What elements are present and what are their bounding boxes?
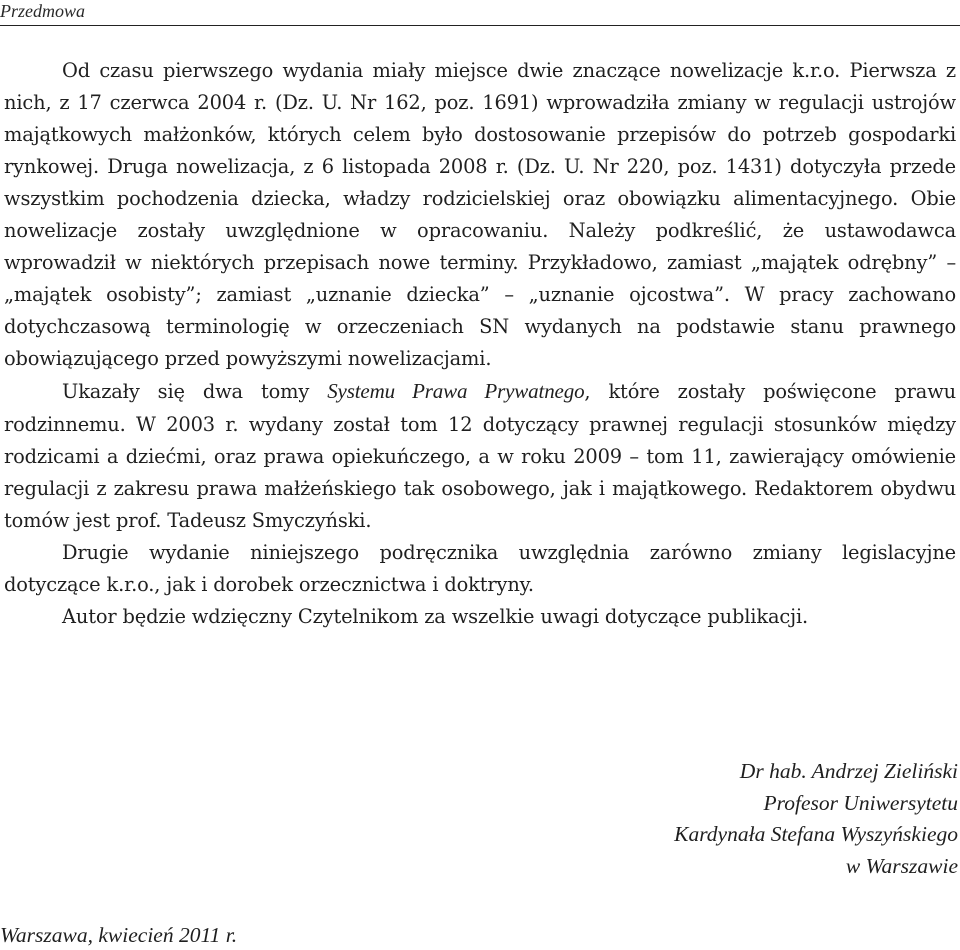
- author-signature: [674, 756, 958, 882]
- paragraph-system-prawa-after: , które zostały poświęcone prawu rodzinnemu. W 2003 r. wydany został tom 12 dotyczący prawnej regulacji stosunków między rodzicami a dziećmi, oraz prawa opiekuńczego, a w roku 2009 – tom 11, zawierający omówienie regulacji z zakresu prawa małżeńskiego tak osobowego, jak i majątkowego. Redaktorem obydwu tomów jest prof. Tadeusz Smyczyński.: [4, 380, 956, 532]
- book-title-system-prawa-prywatnego: Systemu Prawa Prywatnego: [327, 379, 585, 404]
- author-name: Dr hab. Andrzej Zieliński: [739, 759, 958, 783]
- author-position: Profesor Uniwersytetu: [763, 790, 958, 815]
- running-head: Przedmowa: [0, 1, 85, 21]
- paragraph-system-prawa-before: Ukazały się dwa tomy: [62, 380, 328, 404]
- preface-body: [4, 55, 956, 633]
- paragraph-thanks: Autor będzie wdzięczny Czytelnikom za wszelkie uwagi dotyczące publikacji.: [62, 604, 809, 628]
- header-rule: [0, 25, 960, 26]
- paragraph-system-prawa: [4, 375, 956, 536]
- place-and-date: Warszawa, kwiecień 2011 r.: [0, 923, 238, 947]
- paragraph-second-edition: Drugie wydanie niniejszego podręcznika uwzględnia zarówno zmiany legislacyjne dotyczące k.r.o., jak i dorobek orzecznictwa i doktryny.: [4, 540, 956, 596]
- author-institution-line1: Kardynała Stefana Wyszyńskiego: [674, 822, 958, 846]
- author-institution-line2: w Warszawie: [845, 853, 958, 878]
- paragraph-amendments: Od czasu pierwszego wydania miały miejsce dwie znaczące nowelizacje k.r.o. Pierwsza z nich, z 17 czerwca 2004 r. (Dz. U. Nr 162, poz. 1691) wprowadziła zmiany w regulacji ustrojów majątkowych małżonków, których celem było dostosowanie przepisów do potrzeb gospodarki rynkowej. Druga nowelizacja, z 6 listopada 2008 r. (Dz. U. Nr 220, poz. 1431) dotyczyła przede wszystkim pochodzenia dziecka, władzy rodzicielskiej oraz obowiązku alimentacyjnego. Obie nowelizacje zostały uwzględnione w opracowaniu. Należy podkreślić, że ustawodawca wprowadził w niektórych przepisach nowe terminy. Przykładowo, zamiast „majątek odrębny” – „majątek osobisty”; zamiast „uznanie dziecka” – „uznanie ojcostwa”. W pracy zachowano dotychczasową terminologię w orzeczeniach SN wydanych na podstawie stanu prawnego obowiązującego przed powyższymi nowelizacjami.: [4, 59, 956, 371]
